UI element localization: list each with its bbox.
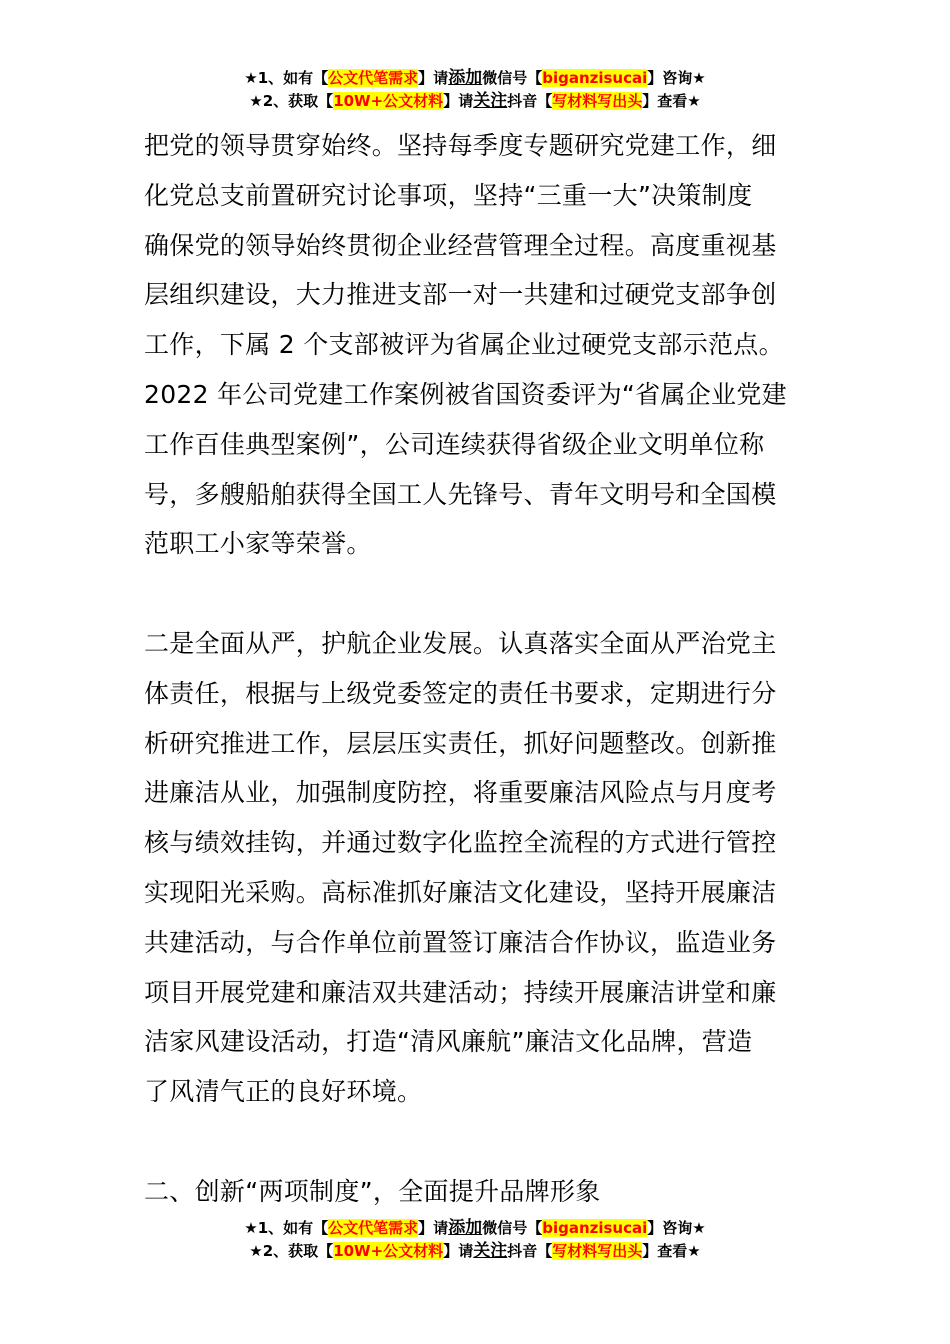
text-line: 层组织建设，大力推进支部一对一共建和过硬党支部争创 bbox=[144, 280, 777, 310]
banner-highlight: 10W+公文材料 bbox=[333, 92, 444, 110]
banner-line-1 bbox=[0, 1216, 950, 1239]
banner-highlight: biganzisucai bbox=[542, 1219, 648, 1237]
header-banner bbox=[0, 66, 950, 112]
banner-text: 】请 bbox=[443, 1242, 474, 1260]
banner-text: 】查看★ bbox=[642, 92, 701, 110]
text-line: 范职工小家等荣誉。 bbox=[144, 529, 372, 559]
banner-line-1 bbox=[0, 66, 950, 89]
section-heading: 二、创新“两项制度”，全面提升品牌形象 bbox=[144, 1176, 601, 1206]
banner-text: 抖音【 bbox=[507, 92, 553, 110]
banner-emphasis: 添加 bbox=[448, 68, 483, 88]
banner-text: 】请 bbox=[418, 1219, 449, 1237]
banner-text: 】咨询★ bbox=[647, 69, 706, 87]
banner-text: 微信号【 bbox=[482, 69, 543, 87]
banner-text: 】请 bbox=[443, 92, 474, 110]
banner-emphasis: 添加 bbox=[448, 1218, 483, 1238]
banner-text: 】请 bbox=[418, 69, 449, 87]
banner-text: 】查看★ bbox=[642, 1242, 701, 1260]
text-line: 进廉洁从业，加强制度防控，将重要廉洁风险点与月度考 bbox=[144, 778, 777, 808]
banner-text: 】咨询★ bbox=[647, 1219, 706, 1237]
banner-text: ★1、如有【 bbox=[244, 1219, 329, 1237]
text-line: 确保党的领导始终贯彻企业经营管理全过程。高度重视基 bbox=[144, 230, 777, 260]
document-body bbox=[144, 121, 824, 1217]
banner-highlight: biganzisucai bbox=[542, 69, 648, 87]
banner-text: 微信号【 bbox=[482, 1219, 543, 1237]
blank-line bbox=[144, 569, 824, 619]
banner-highlight: 10W+公文材料 bbox=[333, 1242, 444, 1260]
text-line: 把党的领导贯穿始终。坚持每季度专题研究党建工作，细 bbox=[144, 131, 777, 160]
banner-text: ★2、获取【 bbox=[249, 1242, 334, 1260]
banner-highlight: 写材料写出头 bbox=[552, 1242, 643, 1260]
footer-banner bbox=[0, 1216, 950, 1262]
banner-highlight: 公文代笔需求 bbox=[328, 69, 419, 87]
banner-highlight: 写材料写出头 bbox=[552, 92, 643, 110]
text-line: 工作，下属 2 个支部被评为省属企业过硬党支部示范点。 bbox=[144, 330, 784, 360]
text-line: 实现阳光采购。高标准抓好廉洁文化建设，坚持开展廉洁 bbox=[144, 877, 777, 907]
text-line: 析研究推进工作，层层压实责任，抓好问题整改。创新推 bbox=[144, 728, 777, 758]
banner-emphasis: 关注 bbox=[473, 1241, 508, 1261]
banner-emphasis: 关注 bbox=[473, 91, 508, 111]
paragraph-2 bbox=[144, 619, 824, 1117]
banner-line-2 bbox=[0, 89, 950, 112]
banner-highlight: 公文代笔需求 bbox=[328, 1219, 419, 1237]
banner-text: ★1、如有【 bbox=[244, 69, 329, 87]
text-line: 体责任，根据与上级党委签定的责任书要求，定期进行分 bbox=[144, 678, 777, 708]
text-line: 核与绩效挂钩，并通过数字化监控全流程的方式进行管控 bbox=[144, 828, 777, 858]
text-line: 二是全面从严，护航企业发展。认真落实全面从严治党主 bbox=[144, 628, 777, 658]
text-line: 共建活动，与合作单位前置签订廉洁合作协议，监造业务 bbox=[144, 927, 777, 957]
text-line: 2022 年公司党建工作案例被省国资委评为“省属企业党建 bbox=[144, 379, 787, 409]
text-line: 了风清气正的良好环境。 bbox=[144, 1077, 423, 1107]
text-line: 号，多艘船舶获得全国工人先锋号、青年文明号和全国模 bbox=[144, 479, 777, 509]
text-line: 化党总支前置研究讨论事项，坚持“三重一大”决策制度 bbox=[144, 180, 753, 210]
banner-text: 抖音【 bbox=[507, 1242, 553, 1260]
banner-text: ★2、获取【 bbox=[249, 92, 334, 110]
paragraph-1 bbox=[144, 121, 824, 569]
text-line: 洁家风建设活动，打造“清风廉航”廉洁文化品牌，营造 bbox=[144, 1027, 753, 1057]
text-line: 工作百佳典型案例”，公司连续获得省级企业文明单位称 bbox=[144, 429, 765, 459]
blank-line bbox=[144, 1117, 824, 1167]
text-line: 项目开展党建和廉洁双共建活动；持续开展廉洁讲堂和廉 bbox=[144, 977, 777, 1007]
banner-line-2 bbox=[0, 1239, 950, 1262]
